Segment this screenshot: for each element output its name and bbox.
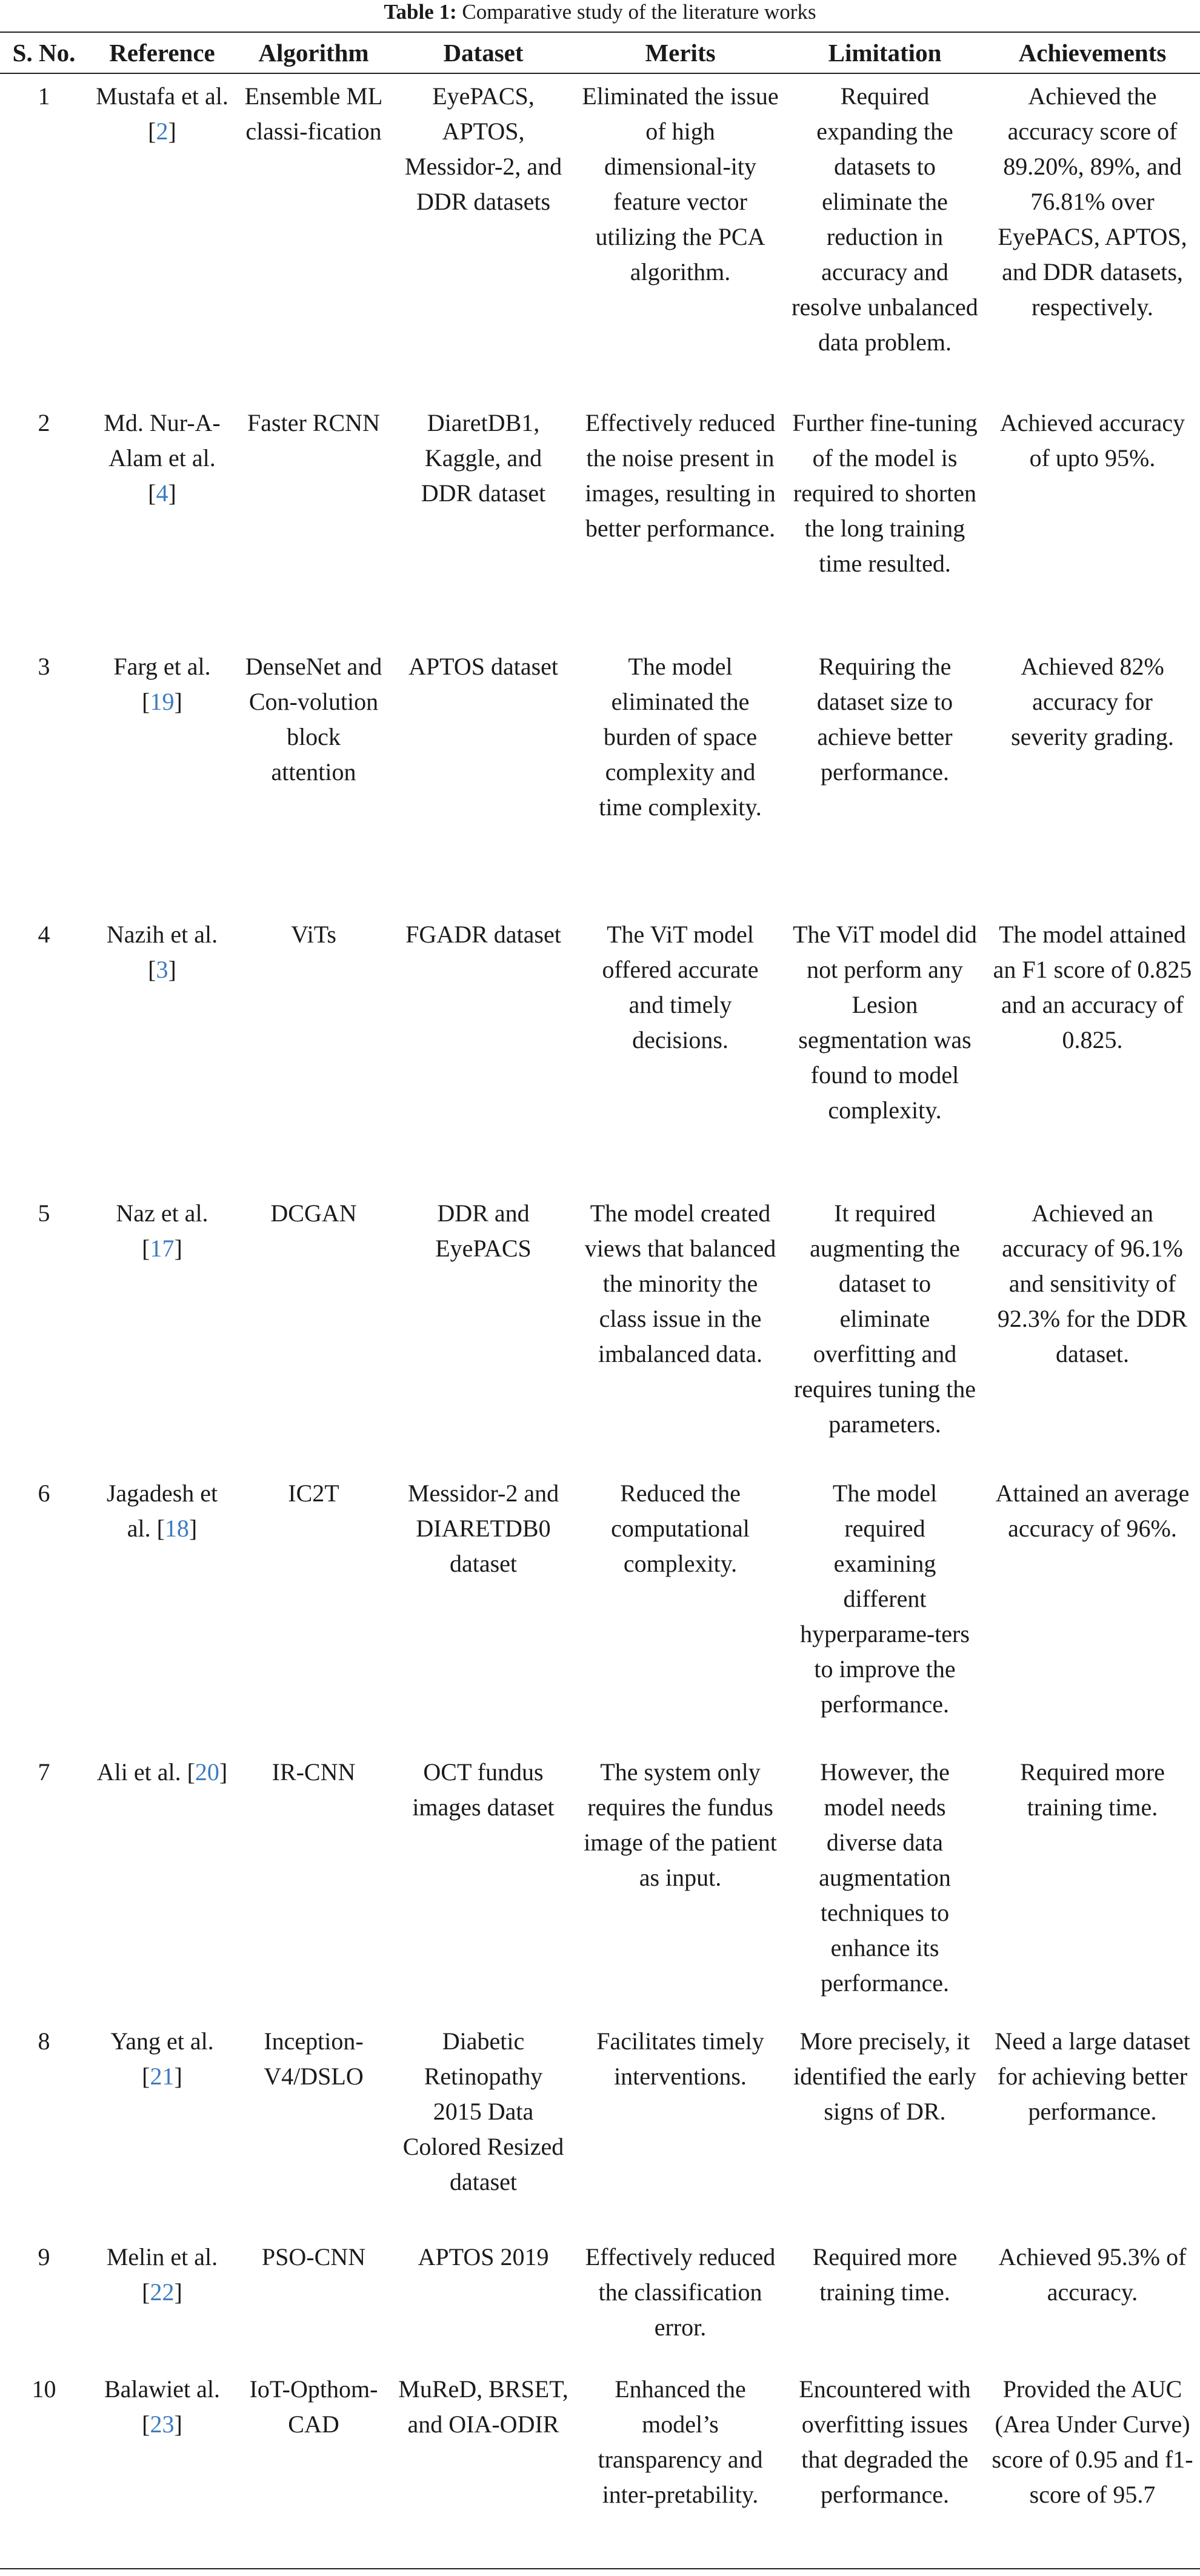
cell-limitation: More precisely, it identified the early signs of DR. <box>793 2027 977 2125</box>
cell-merits: Reduced the computational complexity. <box>611 1480 750 1577</box>
cell-reference: Balawiet al. [23] <box>88 2367 236 2569</box>
cell-merits: Enhanced the model’s transparency and inter-pretability. <box>576 2367 785 2569</box>
cell-merits: The ViT model offered accurate and timely decisions. <box>602 921 759 1053</box>
cell-dataset: OCT fundus images dataset <box>412 1758 555 1821</box>
cell-limitation: However, the model needs diverse data augmentation techniques to enhance its performance. <box>819 1758 951 1997</box>
cell-algorithm: IC2T <box>288 1480 339 1507</box>
table-row <box>0 1471 1200 1750</box>
header-reference: Reference <box>88 32 236 73</box>
citation-link[interactable]: 17 <box>150 1235 175 1262</box>
cell-limitation: Further fine-tuning of the model is required to shorten the long training time resulted. <box>792 409 978 577</box>
cell-limitation: Required expanding the datasets to eliminate the reduction in accuracy and resolve unbalanced data problem. <box>792 82 978 356</box>
header-algorithm: Algorithm <box>236 32 391 73</box>
cell-achievements: The model attained an F1 score of 0.825 and an accuracy of 0.825. <box>993 921 1192 1053</box>
cell-reference: Nazih et al. [3] <box>106 921 218 983</box>
cell-dataset: DiaretDB1, Kaggle, and DDR dataset <box>421 409 546 507</box>
table-caption-text: Comparative study of the literature works <box>456 0 816 24</box>
cell-limitation: It required augmenting the dataset to eliminate overfitting and requires tuning the parameters. <box>794 1200 976 1438</box>
citation-link[interactable]: 21 <box>150 2063 175 2090</box>
cell-achievements: Provided the AUC (Area Under Curve) score of 0.95 and f1-score of 95.7 <box>985 2367 1200 2569</box>
cell-sno: 7 <box>38 1758 50 1786</box>
cell-achievements: Achieved accuracy of upto 95%. <box>999 409 1185 472</box>
cell-sno: 6 <box>38 1480 50 1507</box>
citation-link[interactable]: 2 <box>156 118 168 145</box>
cell-reference: Yang et al. [21] <box>110 2027 214 2090</box>
cell-algorithm: IoT-Opthom-CAD <box>236 2367 391 2569</box>
cell-achievements: Need a large dataset for achieving better performance. <box>995 2027 1190 2125</box>
cell-merits: Effectively reduced the noise present in images, resulting in better performance. <box>585 409 776 542</box>
cell-reference: Ali et al. [20] <box>96 1758 228 1786</box>
cell-dataset: EyePACS, APTOS, Messidor-2, and DDR datasets <box>404 82 562 215</box>
cell-algorithm: Faster RCNN <box>247 409 380 436</box>
cell-merits: Effectively reduced the classification error. <box>585 2243 776 2341</box>
table-row <box>0 2367 1200 2569</box>
citation-link[interactable]: 18 <box>164 1515 189 1542</box>
table-row <box>0 2019 1200 2235</box>
table-row <box>0 401 1200 644</box>
cell-dataset: APTOS 2019 <box>418 2243 549 2271</box>
citation-link[interactable]: 4 <box>156 479 168 507</box>
cell-achievements: Achieved 95.3% of accuracy. <box>998 2243 1187 2306</box>
cell-reference: Naz et al. [17] <box>116 1200 208 1262</box>
cell-sno: 5 <box>38 1200 50 1227</box>
table-caption-label: Table 1: <box>384 0 457 24</box>
cell-reference: Farg et al. [19] <box>113 653 211 715</box>
citation-link[interactable]: 20 <box>195 1758 219 1786</box>
cell-reference: Melin et al. [22] <box>106 2243 218 2306</box>
cell-dataset: MuReD, BRSET, and OIA-ODIR <box>391 2367 576 2569</box>
table-row <box>0 1750 1200 2019</box>
cell-sno: 9 <box>38 2243 50 2271</box>
cell-merits: The model eliminated the burden of space complexity and time complexity. <box>599 653 762 821</box>
cell-merits: The system only requires the fundus image of the patient as input. <box>584 1758 777 1891</box>
citation-link[interactable]: 3 <box>156 956 168 983</box>
cell-achievements: Achieved an accuracy of 96.1% and sensitivity of 92.3% for the DDR dataset. <box>997 1200 1188 1367</box>
table-row <box>0 2235 1200 2367</box>
table-row <box>0 912 1200 1191</box>
cell-algorithm: PSO-CNN <box>261 2243 366 2271</box>
header-dataset: Dataset <box>391 32 576 73</box>
cell-achievements: Achieved the accuracy score of 89.20%, 89%, and 76.81% over EyePACS, APTOS, and DDR datasets, respectively. <box>998 82 1187 321</box>
cell-algorithm: Inception-V4/DSLO <box>264 2027 364 2090</box>
cell-algorithm: ViTs <box>291 921 336 948</box>
citation-link[interactable]: 19 <box>150 688 175 715</box>
cell-reference: Mustafa et al. [2] <box>96 82 228 145</box>
cell-reference: Md. Nur-A-Alam et al. [4] <box>104 409 221 507</box>
table-row <box>0 73 1200 401</box>
cell-limitation: Encountered with overfitting issues that degraded the performance. <box>785 2367 985 2569</box>
citation-link[interactable]: 22 <box>150 2278 175 2306</box>
cell-algorithm: DCGAN <box>270 1200 357 1227</box>
header-achievements: Achievements <box>985 32 1200 73</box>
cell-achievements: Attained an average accuracy of 96%. <box>995 1480 1190 1542</box>
table-caption <box>0 0 1200 32</box>
cell-sno: 3 <box>38 653 50 680</box>
cell-dataset: DDR and EyePACS <box>435 1200 532 1262</box>
cell-achievements: Achieved 82% accuracy for severity grading. <box>1011 653 1174 750</box>
cell-limitation: The ViT model did not perform any Lesion segmentation was found to model complexity. <box>793 921 977 1124</box>
cell-algorithm: DenseNet and Con-volution block attention <box>245 653 382 786</box>
cell-merits: Facilitates timely interventions. <box>596 2027 764 2090</box>
header-merits: Merits <box>576 32 785 73</box>
cell-algorithm: Ensemble ML classi-fication <box>244 82 383 145</box>
cell-sno: 8 <box>38 2027 50 2055</box>
cell-achievements: Required more training time. <box>1020 1758 1165 1821</box>
comparison-table <box>0 32 1200 2569</box>
cell-reference: Jagadesh et al. [18] <box>106 1480 218 1542</box>
cell-limitation: Required more training time. <box>812 2243 958 2306</box>
cell-sno: 4 <box>38 921 50 948</box>
cell-limitation: Requiring the dataset size to achieve better performance. <box>816 653 953 786</box>
table-row <box>0 1191 1200 1471</box>
cell-sno: 1 <box>38 82 50 110</box>
header-row <box>0 32 1200 73</box>
table-row <box>0 644 1200 912</box>
cell-limitation: The model required examining different hyperparame-ters to improve the performance. <box>800 1480 970 1718</box>
cell-merits: The model created views that balanced the minority the class issue in the imbalanced data. <box>584 1200 776 1367</box>
cell-dataset: Diabetic Retinopathy 2015 Data Colored Resized dataset <box>402 2027 564 2195</box>
cell-dataset: FGADR dataset <box>405 921 561 948</box>
header-limitation: Limitation <box>785 32 985 73</box>
cell-sno: 2 <box>38 409 50 436</box>
cell-dataset: Messidor-2 and DIARETDB0 dataset <box>407 1480 559 1577</box>
citation-link[interactable]: 23 <box>150 2411 175 2438</box>
cell-algorithm: IR-CNN <box>272 1758 356 1786</box>
cell-merits: Eliminated the issue of high dimensional-ity feature vector utilizing the PCA algorithm. <box>582 82 779 285</box>
cell-sno: 10 <box>0 2367 88 2569</box>
cell-dataset: APTOS dataset <box>408 653 559 680</box>
header-sno: S. No. <box>0 32 88 73</box>
